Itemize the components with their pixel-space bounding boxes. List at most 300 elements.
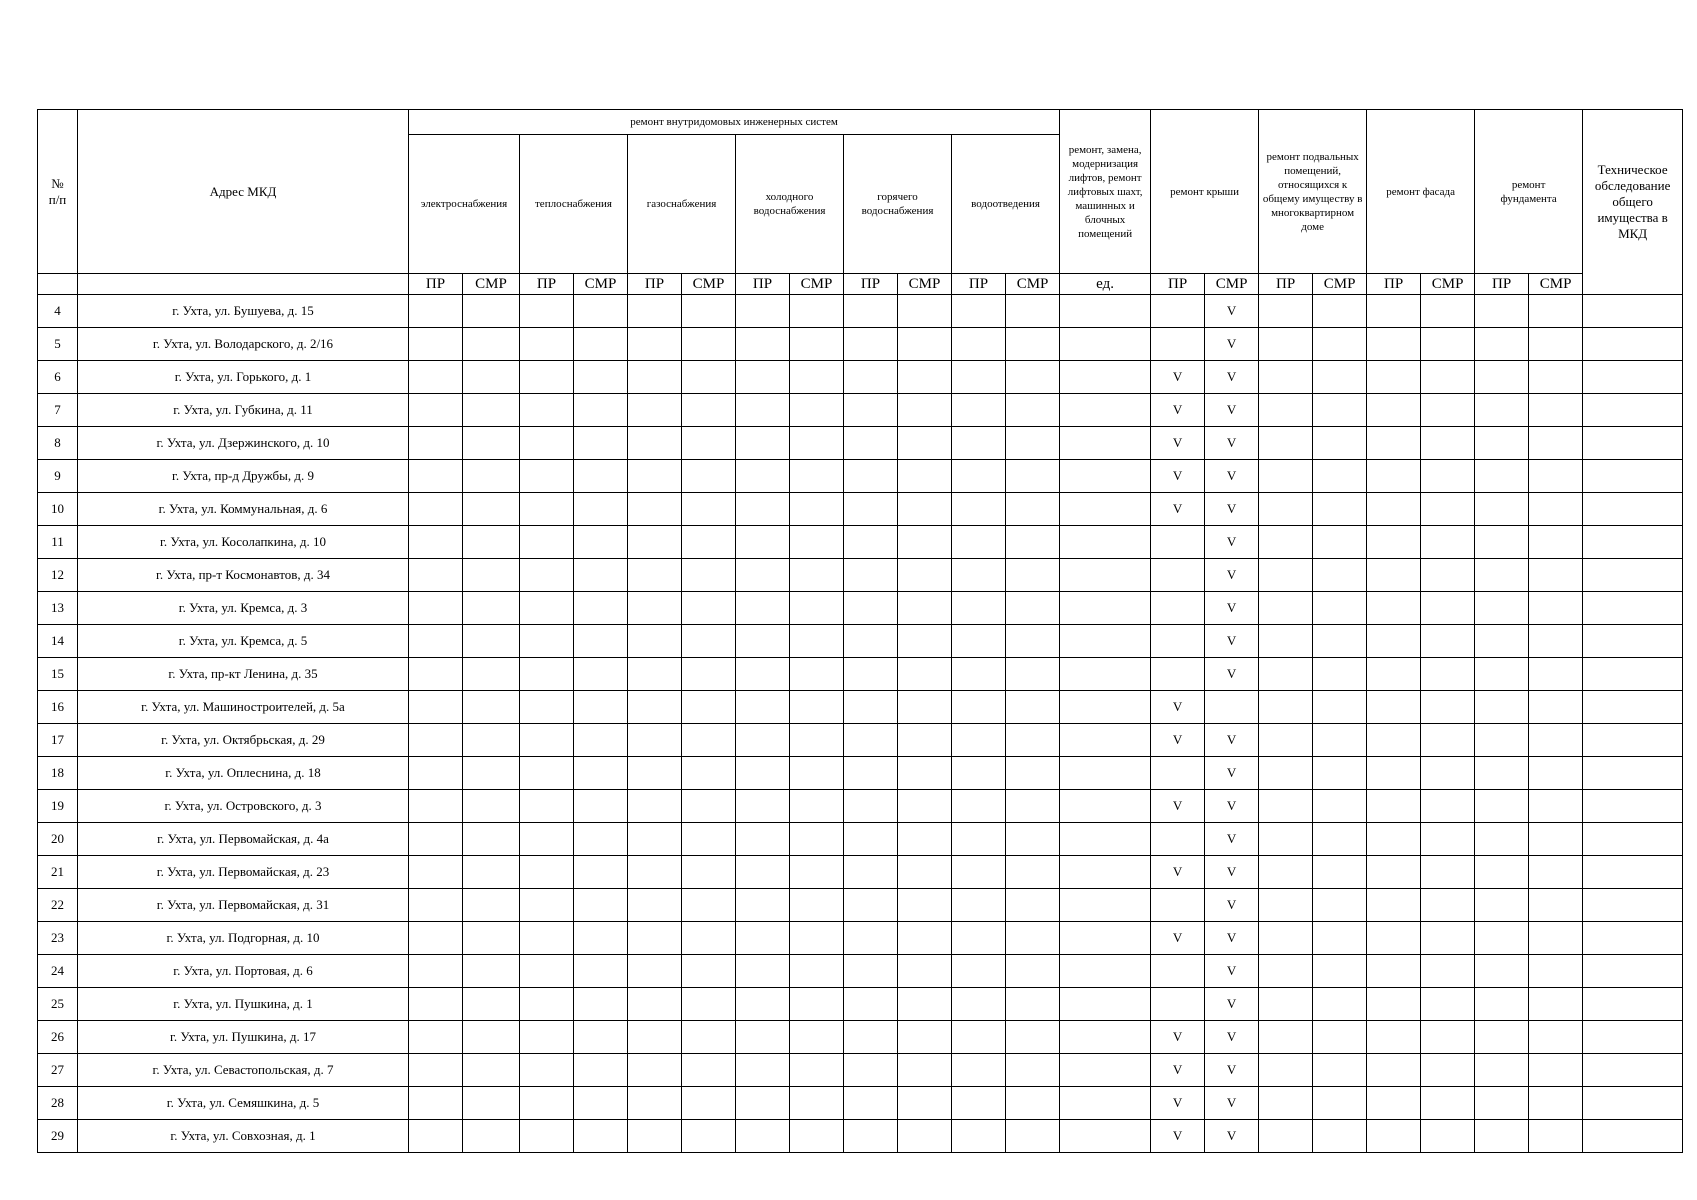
other-repair-cell: [1367, 394, 1421, 427]
engineering-cell: [844, 658, 898, 691]
engineering-cell: [628, 559, 682, 592]
other-repair-cell: [1259, 1120, 1313, 1153]
other-repair-cell: [1529, 592, 1583, 625]
engineering-cell: [952, 427, 1006, 460]
engineering-cell: [952, 1120, 1006, 1153]
row-number: 15: [38, 658, 78, 691]
other-repair-cell: [1529, 1087, 1583, 1120]
engineering-cell: [844, 625, 898, 658]
engineering-cell: [682, 988, 736, 1021]
engineering-cell: [1006, 460, 1060, 493]
other-repair-cell: [1475, 823, 1529, 856]
engineering-cell: [844, 394, 898, 427]
engineering-cell: [736, 460, 790, 493]
other-repair-cell: [1367, 328, 1421, 361]
other-repair-cell: [1313, 658, 1367, 691]
lifts-cell: [1060, 922, 1151, 955]
lifts-cell: [1060, 427, 1151, 460]
engineering-cell: [1006, 856, 1060, 889]
engineering-cell: [520, 922, 574, 955]
engineering-cell: [898, 592, 952, 625]
engineering-cell: [628, 394, 682, 427]
engineering-cell: [736, 295, 790, 328]
table-row: [38, 1021, 1683, 1054]
engineering-cell: [736, 790, 790, 823]
engineering-cell: [409, 757, 463, 790]
engineering-cell: [736, 1054, 790, 1087]
inspection-cell: [1583, 361, 1683, 394]
other-repair-cell: [1475, 625, 1529, 658]
row-number: 13: [38, 592, 78, 625]
other-repair-cell: [1313, 427, 1367, 460]
other-repair-cell: [1529, 1120, 1583, 1153]
subheader-smr: СМР: [574, 274, 628, 295]
engineering-cell: [736, 328, 790, 361]
roof-smr-cell: V: [1205, 559, 1259, 592]
other-repair-cell: [1313, 328, 1367, 361]
lifts-cell: [1060, 526, 1151, 559]
other-repair-cell: [1421, 625, 1475, 658]
other-repair-cell: [1313, 460, 1367, 493]
engineering-cell: [463, 1087, 520, 1120]
header-system-sewerage: водоотведения: [952, 135, 1060, 274]
inspection-cell: [1583, 1021, 1683, 1054]
engineering-cell: [682, 394, 736, 427]
roof-pr-cell: [1151, 658, 1205, 691]
roof-pr-cell: [1151, 592, 1205, 625]
engineering-cell: [409, 1054, 463, 1087]
engineering-cell: [952, 592, 1006, 625]
header-system-gas: газоснабжения: [628, 135, 736, 274]
other-repair-cell: [1475, 724, 1529, 757]
engineering-cell: [463, 592, 520, 625]
roof-pr-cell: [1151, 295, 1205, 328]
engineering-cell: [844, 889, 898, 922]
engineering-cell: [682, 526, 736, 559]
other-repair-cell: [1367, 526, 1421, 559]
other-repair-cell: [1259, 394, 1313, 427]
engineering-cell: [520, 328, 574, 361]
inspection-cell: [1583, 394, 1683, 427]
engineering-cell: [1006, 295, 1060, 328]
engineering-cell: [574, 1021, 628, 1054]
subheader-smr: СМР: [898, 274, 952, 295]
engineering-cell: [520, 460, 574, 493]
other-repair-cell: [1367, 1087, 1421, 1120]
inspection-cell: [1583, 1054, 1683, 1087]
table-row: [38, 592, 1683, 625]
engineering-cell: [409, 691, 463, 724]
engineering-cell: [628, 988, 682, 1021]
other-repair-cell: [1259, 559, 1313, 592]
engineering-cell: [790, 559, 844, 592]
engineering-cell: [736, 757, 790, 790]
engineering-cell: [520, 889, 574, 922]
engineering-cell: [1006, 724, 1060, 757]
other-repair-cell: [1313, 955, 1367, 988]
table-row: [38, 361, 1683, 394]
engineering-cell: [844, 460, 898, 493]
engineering-cell: [790, 757, 844, 790]
row-number: 22: [38, 889, 78, 922]
lifts-cell: [1060, 460, 1151, 493]
row-number: 18: [38, 757, 78, 790]
other-repair-cell: [1475, 493, 1529, 526]
other-repair-cell: [1421, 1087, 1475, 1120]
other-repair-cell: [1421, 1054, 1475, 1087]
subheader-smr: СМР: [1529, 274, 1583, 295]
engineering-cell: [409, 493, 463, 526]
engineering-cell: [790, 691, 844, 724]
inspection-cell: [1583, 559, 1683, 592]
engineering-cell: [628, 460, 682, 493]
engineering-cell: [1006, 427, 1060, 460]
engineering-cell: [574, 889, 628, 922]
other-repair-cell: [1313, 691, 1367, 724]
engineering-cell: [574, 856, 628, 889]
engineering-cell: [790, 1120, 844, 1153]
engineering-cell: [898, 394, 952, 427]
other-repair-cell: [1475, 361, 1529, 394]
engineering-cell: [952, 394, 1006, 427]
table-row: [38, 460, 1683, 493]
roof-smr-cell: V: [1205, 658, 1259, 691]
engineering-cell: [463, 889, 520, 922]
other-repair-cell: [1259, 988, 1313, 1021]
table-row: [38, 295, 1683, 328]
engineering-cell: [463, 1021, 520, 1054]
engineering-cell: [898, 1021, 952, 1054]
roof-smr-cell: V: [1205, 361, 1259, 394]
engineering-cell: [736, 1087, 790, 1120]
other-repair-cell: [1367, 1021, 1421, 1054]
engineering-cell: [574, 1087, 628, 1120]
engineering-cell: [520, 559, 574, 592]
other-repair-cell: [1421, 526, 1475, 559]
other-repair-cell: [1367, 658, 1421, 691]
inspection-cell: [1583, 625, 1683, 658]
engineering-cell: [790, 592, 844, 625]
row-address: г. Ухта, ул. Севастопольская, д. 7: [78, 1054, 409, 1087]
other-repair-cell: [1421, 823, 1475, 856]
roof-smr-cell: V: [1205, 823, 1259, 856]
other-repair-cell: [1421, 658, 1475, 691]
other-repair-cell: [1475, 889, 1529, 922]
engineering-cell: [736, 724, 790, 757]
subheader-pr: ПР: [1259, 274, 1313, 295]
other-repair-cell: [1529, 1054, 1583, 1087]
other-repair-cell: [1475, 955, 1529, 988]
engineering-cell: [682, 328, 736, 361]
engineering-cell: [628, 889, 682, 922]
header-roof: ремонт крыши: [1151, 110, 1259, 274]
engineering-cell: [628, 823, 682, 856]
other-repair-cell: [1421, 295, 1475, 328]
row-address: г. Ухта, ул. Коммунальная, д. 6: [78, 493, 409, 526]
engineering-cell: [628, 328, 682, 361]
table-row: [38, 823, 1683, 856]
other-repair-cell: [1475, 1054, 1529, 1087]
engineering-cell: [520, 361, 574, 394]
row-number: 25: [38, 988, 78, 1021]
engineering-cell: [682, 856, 736, 889]
engineering-cell: [628, 757, 682, 790]
engineering-cell: [844, 361, 898, 394]
other-repair-cell: [1367, 856, 1421, 889]
inspection-cell: [1583, 526, 1683, 559]
engineering-cell: [898, 1054, 952, 1087]
other-repair-cell: [1529, 493, 1583, 526]
engineering-cell: [844, 295, 898, 328]
other-repair-cell: [1259, 625, 1313, 658]
engineering-cell: [898, 955, 952, 988]
engineering-cell: [790, 724, 844, 757]
engineering-cell: [952, 625, 1006, 658]
engineering-cell: [574, 559, 628, 592]
table-row: [38, 790, 1683, 823]
row-number: 11: [38, 526, 78, 559]
engineering-cell: [574, 790, 628, 823]
subheader-smr: СМР: [1421, 274, 1475, 295]
row-address: г. Ухта, ул. Машиностроителей, д. 5а: [78, 691, 409, 724]
subheader-pr: ПР: [844, 274, 898, 295]
row-address: г. Ухта, ул. Бушуева, д. 15: [78, 295, 409, 328]
roof-smr-cell: V: [1205, 328, 1259, 361]
engineering-cell: [574, 493, 628, 526]
engineering-cell: [844, 757, 898, 790]
engineering-cell: [952, 460, 1006, 493]
roof-smr-cell: V: [1205, 988, 1259, 1021]
engineering-cell: [682, 460, 736, 493]
inspection-cell: [1583, 658, 1683, 691]
engineering-cell: [844, 526, 898, 559]
row-number: 20: [38, 823, 78, 856]
engineering-cell: [736, 691, 790, 724]
other-repair-cell: [1313, 823, 1367, 856]
engineering-cell: [682, 1054, 736, 1087]
engineering-cell: [844, 922, 898, 955]
row-number: 10: [38, 493, 78, 526]
table-row: [38, 691, 1683, 724]
engineering-cell: [628, 856, 682, 889]
other-repair-cell: [1313, 361, 1367, 394]
engineering-cell: [736, 922, 790, 955]
engineering-cell: [574, 691, 628, 724]
roof-pr-cell: V: [1151, 1087, 1205, 1120]
other-repair-cell: [1529, 988, 1583, 1021]
inspection-cell: [1583, 691, 1683, 724]
subheader-blank: [78, 274, 409, 295]
other-repair-cell: [1259, 460, 1313, 493]
roof-smr-cell: V: [1205, 889, 1259, 922]
lifts-cell: [1060, 1120, 1151, 1153]
other-repair-cell: [1421, 1120, 1475, 1153]
engineering-cell: [628, 361, 682, 394]
other-repair-cell: [1259, 328, 1313, 361]
engineering-cell: [952, 790, 1006, 823]
subheader-smr: СМР: [463, 274, 520, 295]
inspection-cell: [1583, 724, 1683, 757]
other-repair-cell: [1367, 889, 1421, 922]
other-repair-cell: [1259, 592, 1313, 625]
other-repair-cell: [1475, 1021, 1529, 1054]
engineering-cell: [844, 328, 898, 361]
engineering-cell: [952, 361, 1006, 394]
lifts-cell: [1060, 394, 1151, 427]
engineering-cell: [682, 823, 736, 856]
roof-smr-cell: V: [1205, 295, 1259, 328]
engineering-cell: [409, 328, 463, 361]
header-system-heating: теплоснабжения: [520, 135, 628, 274]
row-address: г. Ухта, пр-кт Ленина, д. 35: [78, 658, 409, 691]
engineering-cell: [790, 955, 844, 988]
engineering-cell: [898, 922, 952, 955]
other-repair-cell: [1313, 394, 1367, 427]
other-repair-cell: [1313, 295, 1367, 328]
other-repair-cell: [1529, 955, 1583, 988]
engineering-cell: [1006, 1120, 1060, 1153]
engineering-cell: [409, 394, 463, 427]
other-repair-cell: [1475, 658, 1529, 691]
other-repair-cell: [1259, 295, 1313, 328]
engineering-cell: [1006, 757, 1060, 790]
other-repair-cell: [1313, 625, 1367, 658]
engineering-cell: [898, 361, 952, 394]
inspection-cell: [1583, 922, 1683, 955]
engineering-cell: [952, 526, 1006, 559]
lifts-cell: [1060, 823, 1151, 856]
engineering-cell: [790, 889, 844, 922]
table-row: [38, 427, 1683, 460]
engineering-cell: [1006, 328, 1060, 361]
subheader-pr: ПР: [1151, 274, 1205, 295]
row-number: 17: [38, 724, 78, 757]
other-repair-cell: [1529, 460, 1583, 493]
other-repair-cell: [1367, 559, 1421, 592]
other-repair-cell: [1313, 1021, 1367, 1054]
other-repair-cell: [1421, 460, 1475, 493]
engineering-cell: [790, 295, 844, 328]
table-row: [38, 757, 1683, 790]
engineering-cell: [898, 625, 952, 658]
engineering-cell: [520, 823, 574, 856]
lifts-cell: [1060, 691, 1151, 724]
other-repair-cell: [1259, 1021, 1313, 1054]
row-number: 26: [38, 1021, 78, 1054]
row-number: 27: [38, 1054, 78, 1087]
engineering-cell: [952, 955, 1006, 988]
other-repair-cell: [1367, 988, 1421, 1021]
engineering-cell: [628, 427, 682, 460]
engineering-cell: [463, 922, 520, 955]
engineering-cell: [463, 823, 520, 856]
lifts-cell: [1060, 559, 1151, 592]
subheader-pr: ПР: [628, 274, 682, 295]
other-repair-cell: [1529, 922, 1583, 955]
lifts-cell: [1060, 592, 1151, 625]
inspection-cell: [1583, 823, 1683, 856]
other-repair-cell: [1313, 1120, 1367, 1153]
roof-pr-cell: V: [1151, 856, 1205, 889]
engineering-cell: [463, 658, 520, 691]
other-repair-cell: [1475, 757, 1529, 790]
roof-pr-cell: [1151, 559, 1205, 592]
engineering-cell: [682, 1087, 736, 1120]
engineering-cell: [844, 691, 898, 724]
engineering-cell: [790, 988, 844, 1021]
engineering-cell: [574, 922, 628, 955]
engineering-cell: [844, 856, 898, 889]
inspection-cell: [1583, 1120, 1683, 1153]
inspection-cell: [1583, 889, 1683, 922]
engineering-cell: [628, 592, 682, 625]
subheader-smr: СМР: [1205, 274, 1259, 295]
lifts-cell: [1060, 625, 1151, 658]
engineering-cell: [844, 955, 898, 988]
table-row: [38, 625, 1683, 658]
engineering-cell: [574, 460, 628, 493]
table-row: [38, 658, 1683, 691]
other-repair-cell: [1529, 361, 1583, 394]
engineering-cell: [520, 658, 574, 691]
lifts-cell: [1060, 295, 1151, 328]
roof-smr-cell: V: [1205, 724, 1259, 757]
engineering-cell: [1006, 889, 1060, 922]
roof-pr-cell: [1151, 823, 1205, 856]
other-repair-cell: [1259, 922, 1313, 955]
engineering-cell: [520, 790, 574, 823]
roof-smr-cell: V: [1205, 856, 1259, 889]
roof-pr-cell: V: [1151, 493, 1205, 526]
engineering-cell: [1006, 790, 1060, 823]
engineering-cell: [844, 427, 898, 460]
engineering-cell: [409, 592, 463, 625]
row-address: г. Ухта, ул. Оплеснина, д. 18: [78, 757, 409, 790]
row-number: 14: [38, 625, 78, 658]
engineering-cell: [463, 691, 520, 724]
engineering-cell: [1006, 526, 1060, 559]
row-address: г. Ухта, ул. Первомайская, д. 31: [78, 889, 409, 922]
table-row: [38, 493, 1683, 526]
engineering-cell: [952, 1054, 1006, 1087]
engineering-cell: [898, 691, 952, 724]
row-number: 8: [38, 427, 78, 460]
engineering-cell: [682, 658, 736, 691]
engineering-cell: [463, 460, 520, 493]
engineering-cell: [628, 955, 682, 988]
engineering-cell: [898, 658, 952, 691]
row-number: 23: [38, 922, 78, 955]
other-repair-cell: [1313, 526, 1367, 559]
lifts-cell: [1060, 1021, 1151, 1054]
engineering-cell: [790, 526, 844, 559]
roof-pr-cell: [1151, 625, 1205, 658]
row-address: г. Ухта, ул. Первомайская, д. 4а: [78, 823, 409, 856]
engineering-cell: [898, 295, 952, 328]
engineering-cell: [520, 1087, 574, 1120]
engineering-cell: [463, 955, 520, 988]
lifts-cell: [1060, 856, 1151, 889]
other-repair-cell: [1529, 559, 1583, 592]
engineering-cell: [628, 1021, 682, 1054]
roof-pr-cell: V: [1151, 790, 1205, 823]
engineering-cell: [628, 295, 682, 328]
engineering-cell: [574, 625, 628, 658]
other-repair-cell: [1529, 1021, 1583, 1054]
lifts-cell: [1060, 790, 1151, 823]
engineering-cell: [952, 922, 1006, 955]
other-repair-cell: [1421, 856, 1475, 889]
